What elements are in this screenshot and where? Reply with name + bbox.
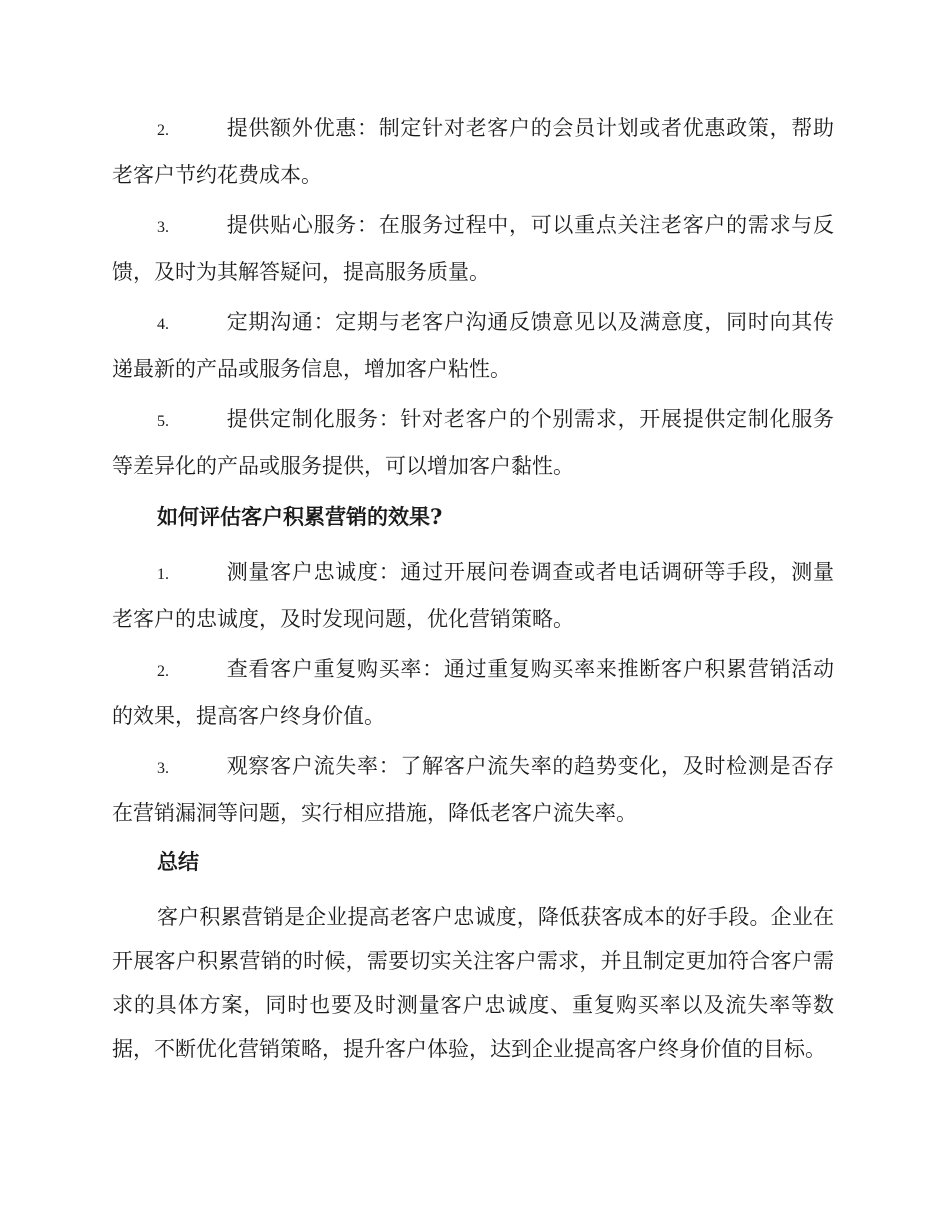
list-text: 提供贴心服务：在服务过程中，可以重点关注老客户的需求与反馈，及时为其解答疑问，提高服务质量。	[112, 213, 834, 284]
list-item	[112, 106, 834, 197]
list-text: 测量客户忠诚度：通过开展问卷调查或者电话调研等手段，测量老客户的忠诚度，及时发现问题，优化营销策略。	[112, 560, 834, 631]
section-heading-summary: 总结	[157, 849, 199, 874]
list-number: 3.	[157, 760, 169, 777]
list-item	[112, 550, 834, 641]
section-heading-evaluate: 如何评估客户积累营销的效果?	[157, 504, 443, 529]
list-text: 定期沟通：定期与老客户沟通反馈意见以及满意度，同时向其传递最新的产品或服务信息，增加客户粘性。	[112, 310, 834, 381]
list-item	[112, 397, 834, 488]
list-number: 4.	[157, 316, 169, 333]
list-item	[112, 203, 834, 294]
list-text: 查看客户重复购买率：通过重复购买率来推断客户积累营销活动的效果，提高客户终身价值。	[112, 657, 834, 728]
summary-paragraph: 客户积累营销是企业提高老客户忠诚度，降低获客成本的好手段。企业在开展客户积累营销的时候，需要切实关注客户需求，并且制定更加符合客户需求的具体方案，同时也要及时测量客户忠诚度、重复购买率以及流失率等数据，不断优化营销策略，提升客户体验，达到企业提高客户终身价值的目标。	[112, 905, 834, 1061]
list-number: 2.	[157, 122, 169, 139]
list-number: 1.	[157, 566, 169, 583]
list-number: 3.	[157, 219, 169, 236]
list-text: 提供额外优惠：制定针对老客户的会员计划或者优惠政策，帮助老客户节约花费成本。	[112, 116, 834, 187]
list-item	[112, 300, 834, 391]
list-text: 观察客户流失率：了解客户流失率的趋势变化，及时检测是否存在营销漏洞等问题，实行相应措施，降低老客户流失率。	[112, 754, 834, 825]
list-item	[112, 744, 834, 835]
list-text: 提供定制化服务：针对老客户的个别需求，开展提供定制化服务等差异化的产品或服务提供，可以增加客户黏性。	[112, 407, 834, 478]
list-item	[112, 647, 834, 738]
list-number: 2.	[157, 663, 169, 680]
list-number: 5.	[157, 413, 169, 430]
